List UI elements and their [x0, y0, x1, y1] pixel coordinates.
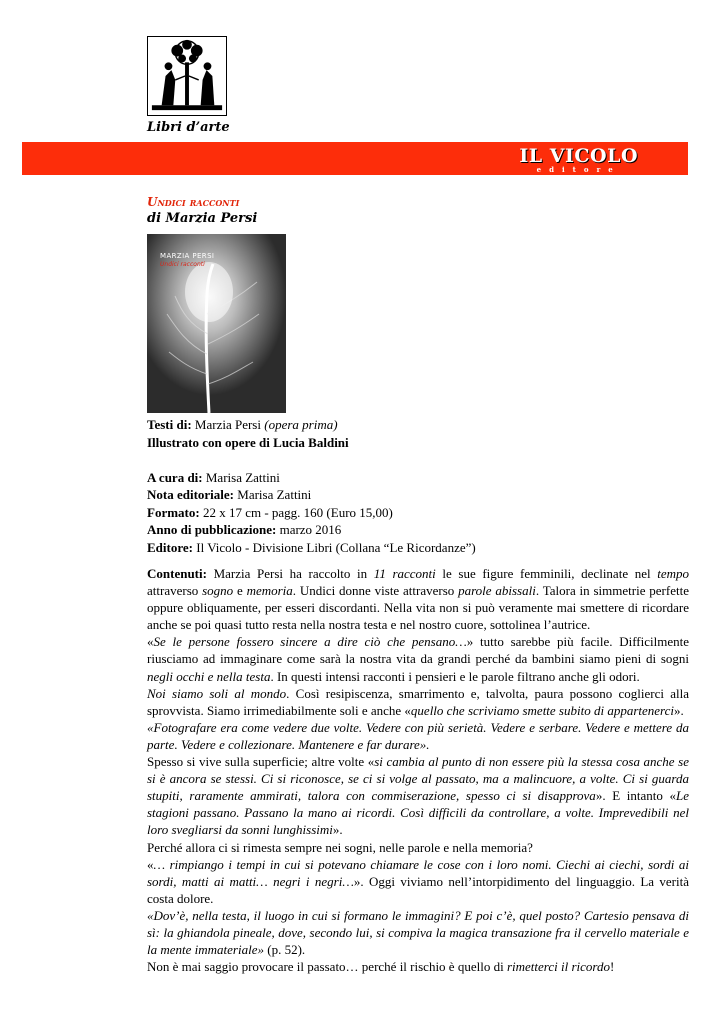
paragraph: «… rimpiango i tempi in cui si potevano chiamare le cose con i loro nomi. Ciechi ai ciechi, sordi ai sordi, matti ai matti… negri i negri…». Oggi viviamo nell’intorpidimento del linguaggio. La verità costa dolore.: [147, 856, 689, 906]
cover-author: MARZIA PERSI: [160, 252, 215, 260]
cover-title: Undici racconti: [160, 261, 205, 268]
paragraph: Noi siamo soli al mondo. Così resipiscenza, smarrimento e, talvolta, paura possono coglierci alla sprovvista. Siamo irrimediabilmente soli e anche «quello che scriviamo smette subito di appartenerci».: [147, 685, 689, 718]
meta-formato: Formato: 22 x 17 cm - pagg. 160 (Euro 15,00): [147, 504, 393, 520]
paragraph: «Dov’è, nella testa, il luogo in cui si formano le immagini? E poi c’è, quel posto? Cartesio pensava di sì: la ghiandola pineale, dove, secondo lui, si compiva la magica transazione fra il cervello materiale e la mente immateriale» (p. 52).: [147, 907, 689, 958]
meta-editore: Editore: Il Vicolo - Divisione Libri (Collana “Le Ricordanze”): [147, 539, 476, 555]
paragraph: Non è mai saggio provocare il passato… perché il rischio è quello di rimetterci il ricordo!: [147, 959, 615, 975]
meta-cura: A cura di: Marisa Zattini: [147, 469, 280, 485]
paragraph: Contenuti: Marzia Persi ha raccolto in 11 racconti le sue figure femminili, declinate nel tempo attraverso sogno e memoria. Undici donne viste attraverso parole abissali. Talora in simmetrie perfette oppure obliquamente, per esseri discordanti. Nella vita non si può veramente mai smettere di ricordare anche se poi quasi tutto resta nella nostra testa e nel nostro cuore, sottolinea l’autrice.: [147, 566, 689, 633]
brand-logo: [519, 146, 638, 174]
tagline: Libri d’arte: [147, 120, 230, 135]
brand-name: IL VICOLO: [519, 145, 638, 167]
book-title: Undici racconti: [147, 195, 240, 209]
publisher-logo: [147, 36, 227, 116]
book-author: di Marzia Persi: [147, 211, 258, 226]
paragraph: Spesso si vive sulla superficie; altre volte «si cambia al punto di non essere più la stessa cosa anche se si è ancora se stessi. Ci si riconosce, se ci si volge al passato, ma a malincuore, a volte. Ci si guarda stupiti, raramente ammirati, talora con commiserazione, spesso ci si disapprova». E intanto «Le stagioni passano. Passano la mano ai ricordi. Così difficili da controllare, a volte. Imprevedibili nel loro svegliarsi da sonni lunghissimi».: [147, 754, 689, 838]
book-cover-image: [147, 234, 286, 413]
book-metadata: [147, 416, 692, 556]
header-banner: [22, 142, 688, 175]
paragraph: «Fotografare era come vedere due volte. Vedere con più serietà. Vedere e serbare. Vedere e mettere da parte. Vedere e collezionare. Mantenere e far durare».: [147, 719, 689, 752]
contenuti-text: [147, 565, 689, 975]
paragraph: «Se le persone fossero sincere a dire ciò che pensano…» tutto sarebbe più facile. Difficilmente riusciamo ad immaginare come sarà la nostra vita da grandi perché da bambini siamo pieni di sogni negli occhi e nella testa. In questi intensi racconti i pensieri e le parole filtrano anche gli odori.: [147, 634, 689, 684]
meta-anno: Anno di pubblicazione: marzo 2016: [147, 522, 342, 537]
meta-testi: Testi di: Marzia Persi (opera prima): [147, 417, 338, 432]
meta-illustrato: Illustrato con opere di Lucia Baldini: [147, 434, 349, 450]
meta-nota: Nota editoriale: Marisa Zattini: [147, 487, 312, 502]
paragraph: Perché allora ci si rimesta sempre nei sogni, nelle parole e nella memoria?: [147, 839, 533, 855]
brand-sub: editore: [536, 165, 621, 174]
tree-woodcut-icon: [148, 37, 226, 115]
